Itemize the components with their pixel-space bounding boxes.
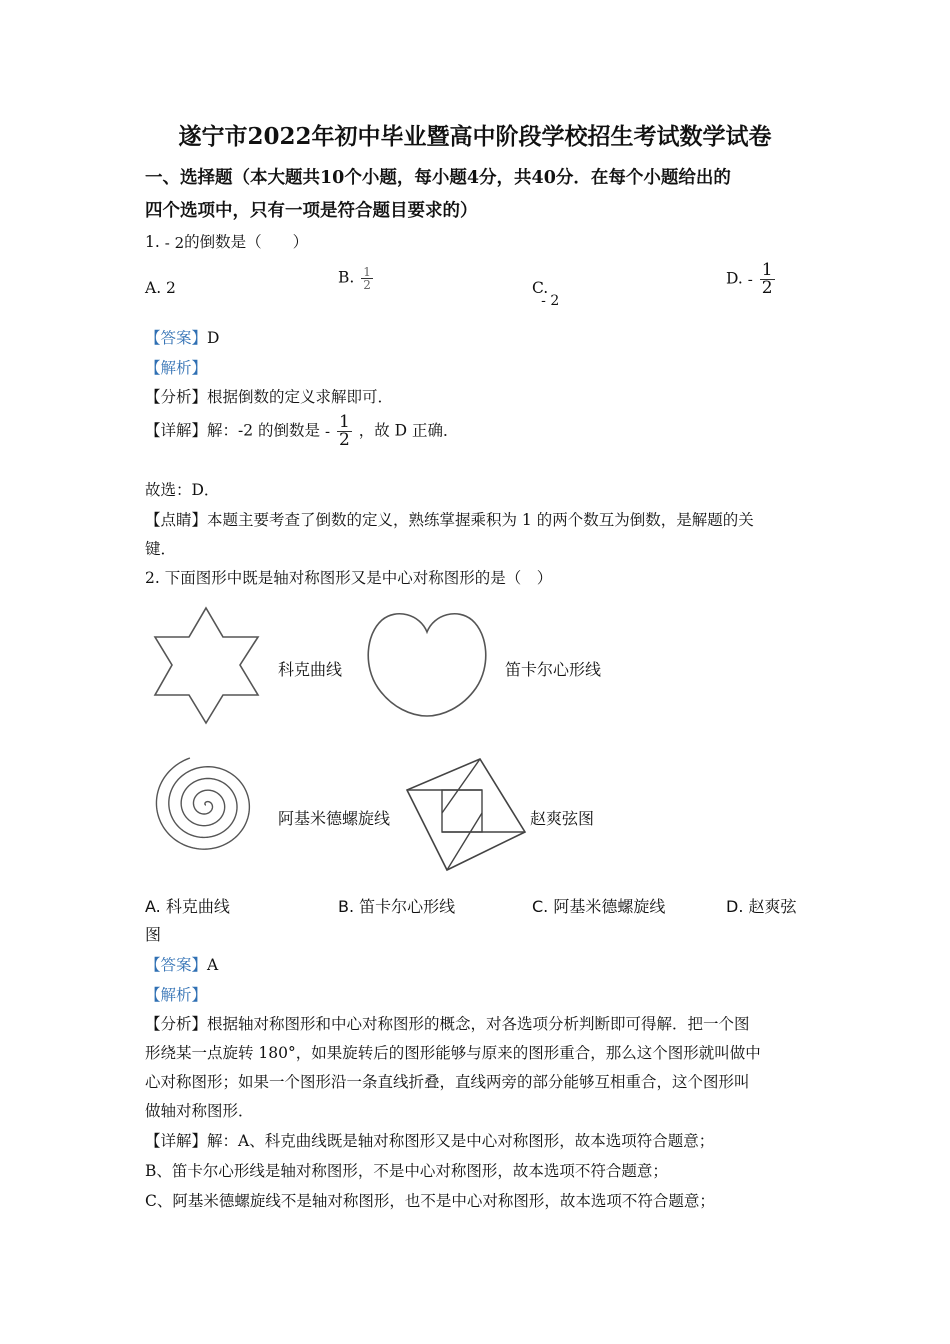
- q2-detail-line1: 【详解】解：A、科克曲线既是轴对称图形又是中心对称图形，故本选项符合题意；: [145, 1132, 715, 1150]
- q1-fenxi: 【分析】根据倒数的定义求解即可．: [145, 388, 394, 406]
- q2-option-c: C. 阿基米德螺旋线: [532, 897, 666, 916]
- q2-analysis-tag: 【解析】: [145, 986, 208, 1004]
- q2-detail-line3: C、阿基米德螺旋线不是轴对称图形，也不是中心对称图形，故本选项不符合题意；: [145, 1192, 715, 1210]
- q1-option-b-label: B.: [338, 268, 355, 287]
- q1-answer-tag: 【答案】: [145, 329, 208, 347]
- q1-answer-value: D: [207, 329, 220, 347]
- section-heading-line1: 一、选择题（本大题共10个小题，每小题4分，共40分．在每个小题给出的: [145, 168, 731, 188]
- q1-option-d-sign: -: [747, 270, 753, 289]
- q2-answer-value: A: [207, 956, 219, 974]
- q1-option-d-num: 1: [761, 260, 773, 280]
- q1-number: 1.: [145, 233, 160, 251]
- q1-option-b-fraction: [361, 266, 373, 291]
- q1-stem-text: 的倒数是（ ）: [184, 233, 309, 251]
- q1-option-d-label: D.: [726, 269, 743, 288]
- q1-option-b: [338, 266, 375, 291]
- q1-dianjing-line1: 【点睛】本题主要考查了倒数的定义，熟练掌握乘积为 1 的两个数互为倒数，是解题的关: [145, 511, 754, 529]
- q2-detail-line2: B、笛卡尔心形线是轴对称图形，不是中心对称图形，故本选项不符合题意；: [145, 1162, 668, 1180]
- q1-detail: [145, 414, 459, 449]
- q1-detail-sign: -: [324, 422, 331, 441]
- q1-option-b-num: 1: [363, 265, 371, 279]
- q2-option-d-wrap: 图: [145, 925, 162, 944]
- q2-stem: 2. 下面图形中既是轴对称图形又是中心对称图形的是（ ）: [145, 569, 553, 587]
- q2-option-a: A. 科克曲线: [145, 897, 230, 916]
- q2-answer: [145, 953, 218, 975]
- q1-option-c-label: C.: [532, 279, 549, 297]
- q2-fenxi-line2: 形绕某一点旋转 180°，如果旋转后的图形能够与原来的图形重合，那么这个图形就叫做中: [145, 1044, 761, 1062]
- page-title: 遂宁市2022年初中毕业暨高中阶段学校招生考试数学试卷: [178, 123, 772, 150]
- q2-fenxi-line4: 做轴对称图形．: [145, 1102, 254, 1120]
- archimedean-spiral-figure: [150, 755, 265, 865]
- zhao-shuang-label: 赵爽弦图: [530, 809, 595, 828]
- q1-option-a: A. 2: [145, 279, 176, 297]
- cardioid-label: 笛卡尔心形线: [505, 660, 602, 679]
- q1-detail-den: 2: [338, 430, 350, 450]
- q1-option-b-den: 2: [363, 278, 371, 292]
- q1-analysis-tag: 【解析】: [145, 359, 208, 377]
- q1-detail-fraction: [337, 414, 352, 449]
- q1-dianjing-line2: 键．: [145, 540, 177, 558]
- q1-option-d-den: 2: [761, 278, 773, 298]
- q2-answer-tag: 【答案】: [145, 956, 208, 974]
- q2-option-d: D. 赵爽弦: [726, 897, 797, 916]
- q1-stem: [145, 230, 308, 252]
- q2-fenxi-line3: 心对称图形；如果一个图形沿一条直线折叠，直线两旁的部分能够互相重合，这个图形叫: [145, 1073, 750, 1091]
- q1-option-c: [532, 279, 571, 309]
- q1-option-c-value: - 2: [541, 293, 560, 309]
- section-heading-line2: 四个选项中，只有一项是符合题目要求的）: [145, 201, 478, 221]
- koch-curve-label: 科克曲线: [278, 660, 343, 679]
- q1-neg-value: - 2: [164, 234, 185, 252]
- q1-option-d-fraction: [760, 262, 775, 297]
- q1-answer: [145, 326, 219, 348]
- q1-detail-num: 1: [338, 412, 350, 432]
- q1-detail-pre: 【详解】解：-2 的倒数是: [145, 421, 321, 440]
- q1-select: 故选：D．: [145, 481, 220, 499]
- q1-detail-post: ，故 D 正确．: [358, 421, 459, 440]
- koch-curve-figure: [150, 605, 265, 727]
- q2-fenxi-line1: 【分析】根据轴对称图形和中心对称图形的概念，对各选项分析判断即可得解．把一个图: [145, 1015, 750, 1033]
- q2-option-b: B. 笛卡尔心形线: [338, 897, 456, 916]
- spiral-label: 阿基米德螺旋线: [278, 809, 391, 828]
- cardioid-figure: [364, 608, 490, 720]
- zhao-shuang-figure: [402, 756, 530, 874]
- q1-option-d: [726, 262, 777, 297]
